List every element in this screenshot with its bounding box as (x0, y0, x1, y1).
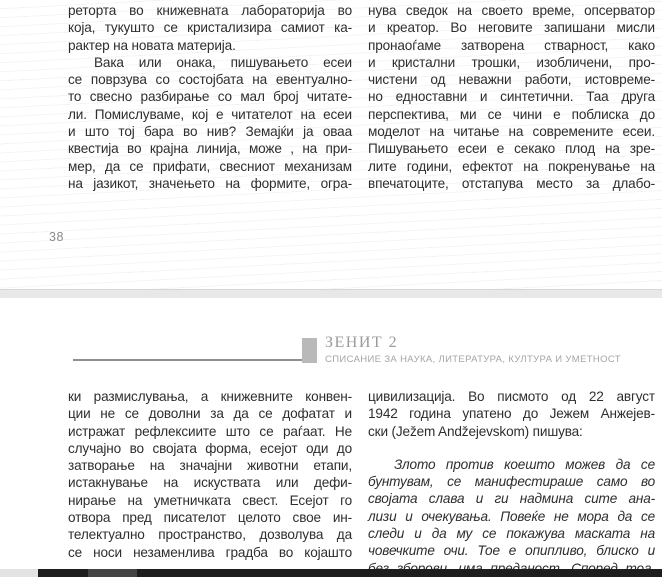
text-line: Вака или онака, пишувањето есеи (94, 54, 352, 70)
paragraph (68, 2, 352, 54)
text-line: перспектива, ми се чини е поблиска до (368, 106, 655, 122)
bottom-page-left-column (68, 388, 352, 561)
text-line: 1942 година упатено до Јежем Анжејев- (368, 406, 655, 422)
text-line: на јазикот, значењето на формите, огра- (68, 175, 352, 191)
text-line: то свесно разбирање со мал број читате- (68, 89, 352, 105)
text-line: се носи незаменлива градба во којашто (68, 544, 352, 560)
bottom-page-right-column (368, 388, 655, 577)
text-line: реторта во книжевната лабораторија во (68, 3, 352, 18)
top-page-left-column (68, 2, 352, 192)
paragraph (368, 388, 655, 440)
paragraph (368, 2, 655, 192)
text-line: истражат рефлексиите што се раѓаат. Не (68, 423, 352, 439)
scanned-page-bottom (0, 298, 662, 569)
text-line: пронаоѓаме затворена стварност, како (368, 37, 655, 53)
text-line: човечките очи. Тое е опипливо, блиско и (368, 543, 655, 559)
text-line: цивилизација. Во писмото од 22 август (368, 389, 655, 404)
text-line: нирање на уметничката свест. Есејот го (68, 492, 352, 508)
header-rule (73, 359, 302, 361)
text-line: затворање на значајни животни етапи, (68, 458, 352, 474)
journal-subtitle: СПИСАНИЕ ЗА НАУКА, ЛИТЕРАТУРА, КУЛТУРА И УМЕТНОСТ (325, 354, 621, 365)
text-line: лите години, ефектот на покренување на (368, 158, 655, 174)
text-line: бунтувам, се манифестираше само во (368, 474, 655, 490)
top-page-right-column (368, 2, 655, 192)
text-line: мер, да се прифати, свесниот механизам (68, 158, 352, 174)
journal-title: ЗЕНИТ 2 (325, 334, 399, 351)
text-line: квестија во крајна линија, може , на при- (68, 141, 352, 157)
text-line: истакнување на искуствата или дефи- (68, 475, 352, 491)
text-line: телектуално пространство, дозволува да (68, 527, 352, 543)
text-line: ции не се доволни за да се дофатат и (68, 406, 352, 422)
paragraph (368, 456, 655, 577)
text-line: лизи и очекувања. Повеќе не мора да се (368, 508, 655, 524)
bottom-window-bar (0, 569, 662, 577)
text-line: случајно во својата форма, есејот оди до (68, 440, 352, 456)
text-line: која, тукушто се кристализира самиот ка- (68, 20, 352, 36)
text-line: ски (Ježem Andžejevskom) пишува: (368, 423, 583, 439)
bottom-bar-corner (0, 569, 38, 577)
text-line: Пишувањето есеи е секако плод на зре- (368, 141, 655, 157)
text-line: и креатор. Во неговите запишани мисли (368, 20, 655, 36)
paragraph (68, 388, 352, 561)
text-line: чистени од неважни работи, истовреме- (368, 72, 655, 88)
text-line: следи и да му се покажува маската на (368, 526, 655, 542)
text-line: Злото против коешто можев да се (394, 456, 655, 472)
text-line: но едноставни и синтетични. Таа друга (368, 89, 655, 105)
header-bar-mark (302, 338, 317, 363)
page-separator (0, 289, 662, 298)
text-line: и што тој бара во нив? Земајќи ја оваа (68, 124, 352, 140)
text-line: и кристални трошки, изобличени, про- (368, 54, 655, 70)
text-line: нува сведок на своето време, опсерватор (368, 3, 655, 18)
text-line: ли. Помислуваме, кој е читателот на есеи (68, 106, 352, 122)
text-line: ки размислувања, а книжевните конвен- (68, 389, 352, 404)
text-line: впечатоците, отстапува место за длабо- (368, 175, 655, 191)
page-number: 38 (49, 230, 64, 244)
scrollbar-thumb[interactable] (88, 569, 137, 577)
text-line: рактер на новата материја. (68, 37, 236, 53)
text-line: отвора пред писателот целото свое ин- (68, 510, 352, 526)
text-line: својата слава и ги надмина сите ана- (368, 491, 655, 507)
paragraph (68, 54, 352, 192)
text-line: моделот на читање на современите есеи. (368, 124, 655, 140)
text-line: се поврзува со состојбата на евентуално- (68, 72, 352, 88)
